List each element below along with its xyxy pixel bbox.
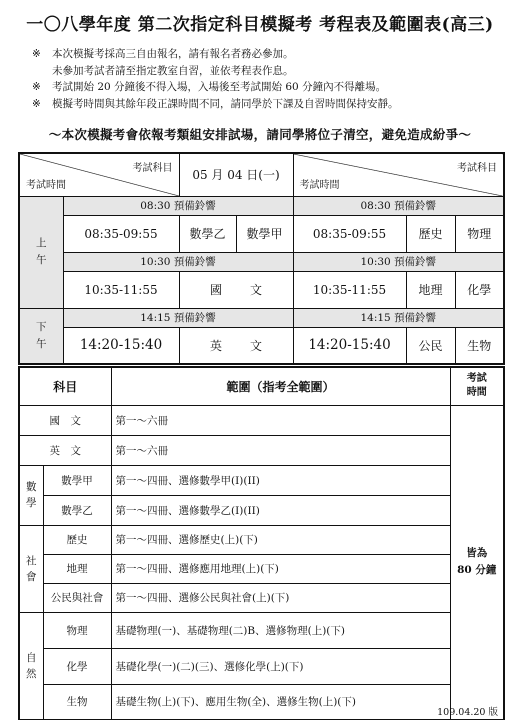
slot3-time-day2: 14:20-15:40 (293, 327, 406, 364)
slot1-day1-subject-a: 數學乙 (179, 215, 236, 252)
range-col-time (450, 367, 504, 405)
subject-math-b: 數學乙 (43, 495, 111, 525)
range-biology: 基礎生物(上)(下)、應用生物(全)、選修生物(上)(下) (111, 684, 450, 720)
group-char: 數 (26, 481, 37, 493)
note-item (32, 46, 502, 63)
subject-math-a: 數學甲 (43, 465, 111, 495)
table-row (19, 465, 504, 495)
col-time-line: 時間 (466, 387, 487, 399)
note-item (32, 96, 502, 113)
note-mark: ※ (32, 97, 41, 110)
day1-header: 05 月 04 日(一) (179, 153, 293, 196)
duration-line: 80 分鐘 (457, 564, 497, 577)
afternoon-label (19, 308, 63, 364)
col-time-line: 考試 (466, 373, 487, 385)
table-row (19, 525, 504, 554)
group-social (19, 525, 43, 612)
slot2-day1-subject: 國文 (179, 271, 293, 308)
table-row (19, 648, 504, 684)
group-char: 然 (26, 667, 37, 680)
header-time-label: 考試時間 (299, 179, 340, 191)
group-char: 自 (26, 651, 37, 664)
table-row (19, 684, 504, 720)
subject-geography: 地理 (43, 554, 111, 583)
slot3-day2-subject-b: 生物 (455, 327, 504, 364)
header-time-label: 考試時間 (26, 179, 66, 191)
header-subject-label: 考試科目 (457, 163, 498, 174)
bell-0830-day2: 08:30 預備鈴響 (293, 196, 504, 215)
notes-list (32, 46, 502, 112)
bell-1415-day2: 14:15 預備鈴響 (293, 308, 504, 327)
table-row (19, 583, 504, 612)
exam-duration (450, 405, 504, 720)
note-text: 考試開始 20 分鐘後不得入場，入場後至考試開始 60 分鐘內不得離場。 (52, 81, 387, 93)
note-mark: ※ (32, 48, 41, 60)
slot1-day2-subject-b: 物理 (455, 215, 504, 252)
range-chemistry: 基礎化學(一)(二)(三)、選修化學(上)(下) (111, 648, 450, 684)
group-char: 社 (26, 554, 37, 567)
bell-1030-day2: 10:30 預備鈴響 (293, 252, 504, 271)
slot1-time-day2: 08:35-09:55 (293, 215, 406, 252)
note-text: 本次模擬考採高三自由報名，請有報名者務必參加。 (52, 48, 294, 60)
slot3-day1-subject: 英文 (179, 327, 293, 364)
range-geography: 第一～四冊、選修應用地理(上)(下) (111, 554, 450, 583)
slot2-day2-subject-a: 地理 (406, 271, 455, 308)
afternoon-char: 下 (36, 320, 47, 333)
version-label: 109.04.20 版 (437, 707, 498, 718)
exam-schedule-table (18, 152, 505, 365)
range-history: 第一～四冊、選修歷史(上)(下) (111, 525, 450, 554)
slot2-time-day2: 10:35-11:55 (293, 271, 406, 308)
group-char: 學 (26, 497, 37, 509)
exam-range-table (18, 366, 505, 720)
group-science (19, 612, 43, 720)
bell-1030-day1: 10:30 預備鈴響 (63, 252, 293, 271)
slot1-day1-subject-b: 數學甲 (236, 215, 293, 252)
subject-chinese: 國 文 (19, 405, 111, 435)
page-title: 一〇八學年度 第二次指定科目模擬考 考程表及範圍表(高三) (26, 15, 494, 35)
bell-1415-day1: 14:15 預備鈴響 (63, 308, 293, 327)
slot1-day2-subject-a: 歷史 (406, 215, 455, 252)
range-math-a: 第一～四冊、選修數學甲(I)(II) (111, 465, 450, 495)
slot1-time-day1: 08:35-09:55 (63, 215, 179, 252)
table-row (19, 435, 504, 465)
day2-header-cell (293, 153, 504, 196)
slot3-time-day1: 14:20-15:40 (63, 327, 179, 364)
subject-chemistry: 化學 (43, 648, 111, 684)
range-chinese: 第一～六冊 (111, 405, 450, 435)
header-subject-label: 考試科目 (132, 163, 173, 174)
subject-biology: 生物 (43, 684, 111, 720)
range-col-subject: 科目 (19, 367, 111, 405)
range-physics: 基礎物理(一)、基礎物理(二)B、選修物理(上)(下) (111, 612, 450, 648)
group-math (19, 465, 43, 525)
range-english: 第一～六冊 (111, 435, 450, 465)
subject-civics: 公民與社會 (43, 583, 111, 612)
range-col-range: 範圍（指考全範圍） (111, 367, 450, 405)
group-char: 會 (26, 570, 37, 583)
note-item (32, 79, 502, 96)
table-row (19, 554, 504, 583)
slot3-day2-subject-a: 公民 (406, 327, 455, 364)
seating-banner: ～本次模擬考會依報考類組安排試場，請同學將位子清空，避免造成紛爭～ (48, 127, 472, 142)
afternoon-char: 午 (36, 337, 47, 350)
table-row (19, 405, 504, 435)
bell-0830-day1: 08:30 預備鈴響 (63, 196, 293, 215)
range-civics: 第一～四冊、選修公民與社會(上)(下) (111, 583, 450, 612)
note-mark: ※ (32, 81, 41, 93)
table-row (19, 612, 504, 648)
subject-history: 歷史 (43, 525, 111, 554)
note-item (32, 63, 502, 80)
subject-english: 英 文 (19, 435, 111, 465)
duration-line: 皆為 (466, 547, 488, 560)
schedule-corner-header (19, 153, 179, 196)
note-text: 未參加考試者請至指定教室自習，並依考程表作息。 (52, 64, 294, 77)
table-row (19, 495, 504, 525)
note-text: 模擬考時間與其餘年段正課時間不同，請同學於下課及自習時間保持安靜。 (52, 97, 399, 110)
morning-char: 上 (36, 237, 47, 249)
slot2-time-day1: 10:35-11:55 (63, 271, 179, 308)
morning-char: 午 (36, 254, 47, 266)
subject-physics: 物理 (43, 612, 111, 648)
slot2-day2-subject-b: 化學 (455, 271, 504, 308)
morning-label (19, 196, 63, 308)
range-math-b: 第一～四冊、選修數學乙(I)(II) (111, 495, 450, 525)
